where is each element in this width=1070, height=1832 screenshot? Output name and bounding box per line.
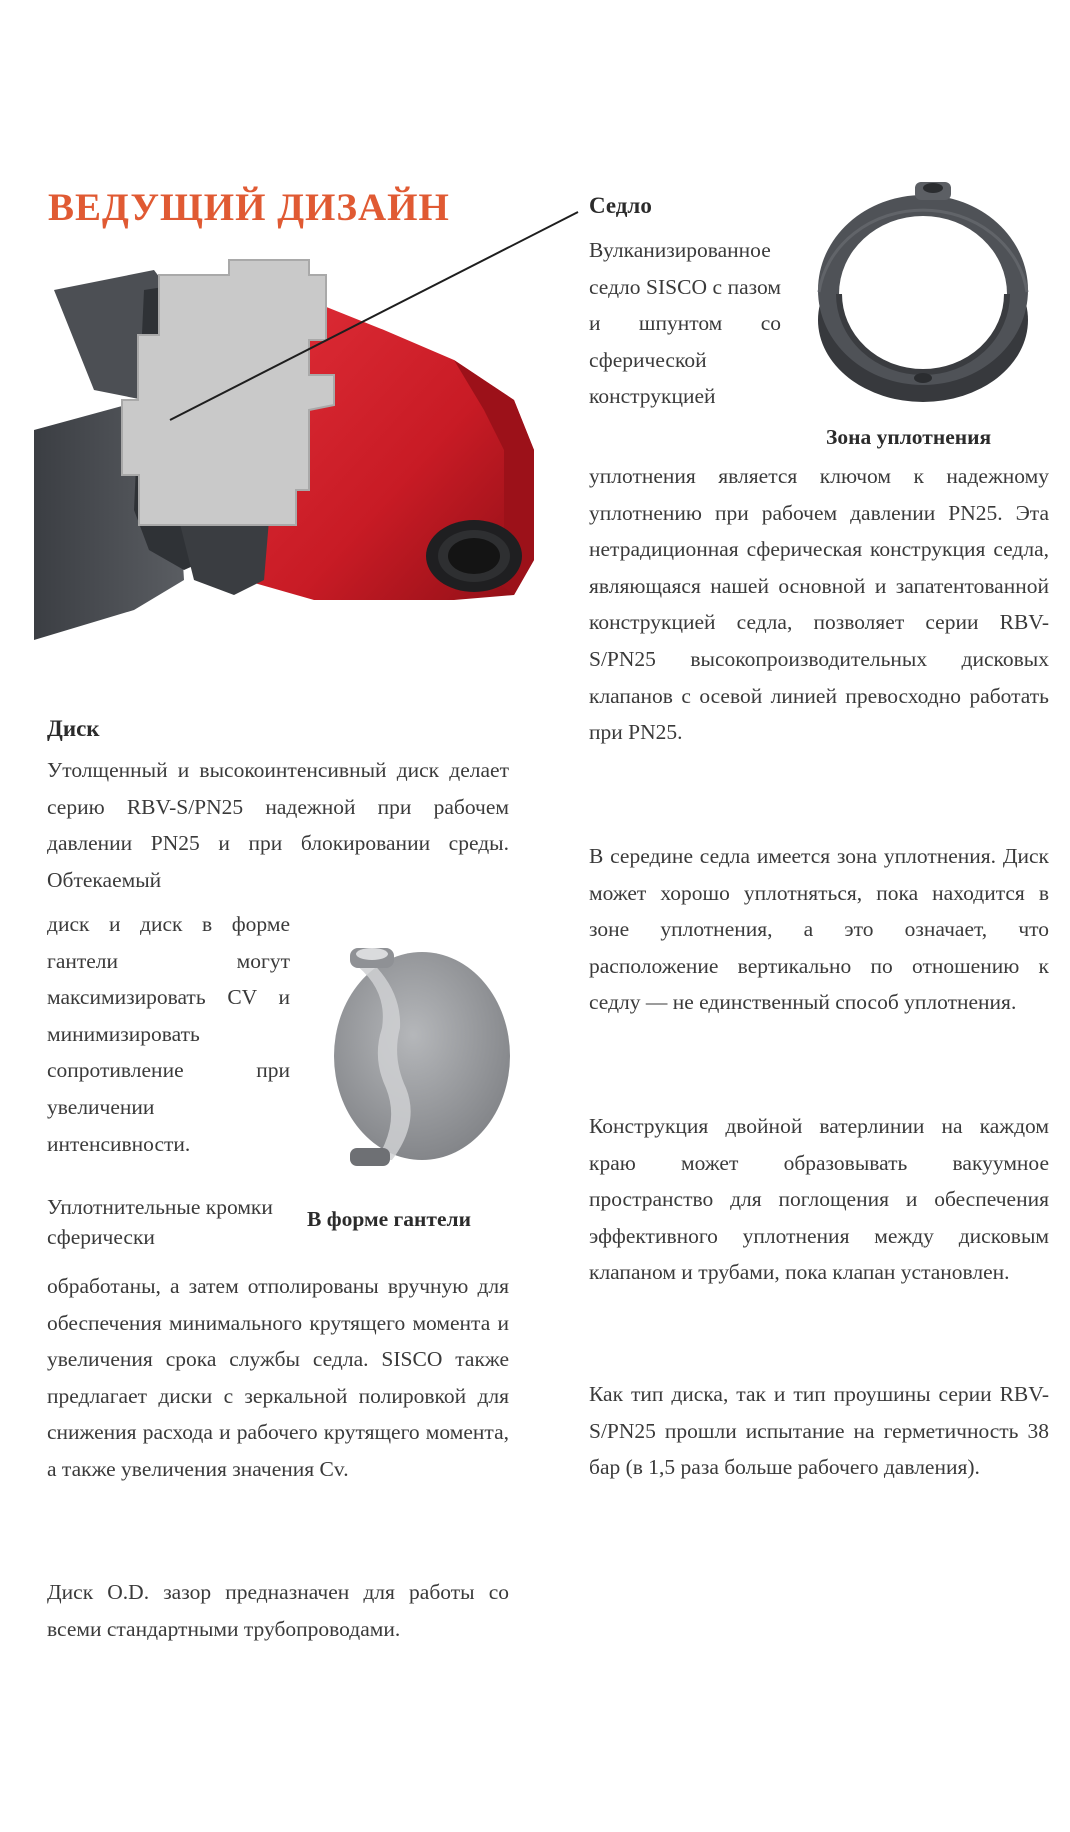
seat-paragraph-2: Конструкция двойной ватерлинии на каждом краю может образовывать вакуумное пространство для поглощения и обеспечения эффективного уплотнения между дисковым клапаном и трубами, пока клапан установлен. <box>589 1114 1049 1285</box>
disc-paragraph-2: обработаны, а затем отполированы вручную для обеспечения минимального крутящего момента и увеличения срока службы седла. SISCO также предлагает диски с зеркальной полировкой для снижения расхода и рабочего крутящего момента, а также увеличения значения Cv. <box>47 1274 509 1481</box>
seat-paragraph-3: Как тип диска, так и тип проушины серии RBV-S/PN25 прошли испытание на герметичность 38 бар (в 1,5 раза больше рабочего давления). <box>589 1382 1049 1480</box>
seat-paragraph-1: В середине седла имеется зона уплотнения. Диск может хорошо уплотняться, пока находится в зоне уплотнения, а это означает, что расположение вертикально по отношению к седлу — не единственный способ уплотнения. <box>589 844 1049 1015</box>
seat-zone-paragraph: уплотнения является ключом к надежному уплотнению при рабочем давлении PN25. Эта нетрадиционная сферическая конструкция седла, являющаяся нашей основной и запатентованной конструкцией седла, позволяет серии RBV-S/PN25 высокопроизводительных дисковых клапанов с осевой линией превосходно работать при PN25. <box>589 464 1049 745</box>
seat-heading: Седло <box>589 193 652 218</box>
seat-intro: Вулканизированное седло SISCO с пазом и шпунтом со сферической конструкцией <box>589 238 781 409</box>
seat-zone-caption: Зона уплотнения <box>826 425 992 449</box>
disc-paragraph-1: Утолщенный и высокоинтенсивный диск делает серию RBV-S/PN25 надежной при рабочем давлении PN25 и при блокировании среды. Обтекаемый <box>47 758 509 892</box>
disc-paragraph-1-continued: диск и диск в форме гантели могут максимизировать CV и минимизировать сопротивление при увеличении интенсивности. <box>47 912 290 1156</box>
disc-heading: Диск <box>47 716 100 741</box>
disc-paragraph-3: Диск O.D. зазор предназначен для работы со всеми стандартными трубопроводами. <box>47 1580 509 1641</box>
page-title: ВЕДУЩИЙ ДИЗАЙН <box>48 186 450 229</box>
dumbbell-disc-image <box>310 948 510 1168</box>
dumbbell-caption: В форме гантели <box>307 1207 471 1231</box>
sealing-edges-line: Уплотнительные кромки сферически <box>47 1195 273 1249</box>
seat-ring-image <box>805 170 1035 410</box>
